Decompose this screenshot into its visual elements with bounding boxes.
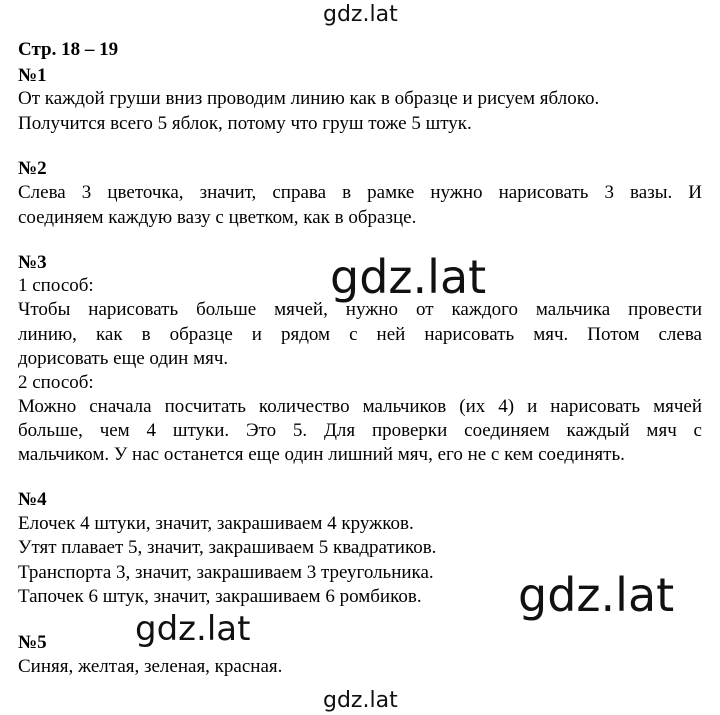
task-1-line-2: Получится всего 5 яблок, потому что груш тоже 5 штук.: [18, 113, 472, 134]
task-4-title: №4: [18, 489, 47, 510]
task-3-line-2: Чтобы нарисовать больше мячей, нужно от каждого мальчика провести: [18, 299, 702, 320]
task-3-title: №3: [18, 252, 47, 273]
task-1-line-1: От каждой груши вниз проводим линию как в образце и рисуем яблоко.: [18, 88, 600, 109]
task-3-method-1-label: 1 способ:: [18, 275, 94, 296]
task-3-line-3: линию, как в образце и рядом с ней нарисовать мяч. Потом слева: [18, 324, 702, 345]
task-5-line-1: Синяя, желтая, зеленая, красная.: [18, 656, 283, 677]
task-3-method-2-label: 2 способ:: [18, 372, 94, 393]
task-2-line-2: соединяем каждую вазу с цветком, как в образце.: [18, 207, 417, 228]
task-3-line-6: Можно сначала посчитать количество мальчиков (их 4) и нарисовать мячей: [18, 396, 702, 417]
task-3-line-4: дорисовать еще один мяч.: [18, 348, 229, 369]
task-3-line-7: больше, чем 4 штуки. Это 5. Для проверки соединяем каждый мяч с: [18, 420, 702, 441]
watermark-middle: gdz.lat: [330, 250, 487, 304]
task-5-title: №5: [18, 632, 47, 653]
page-range-heading: Стр. 18 – 19: [18, 39, 119, 60]
task-4-line-4: Тапочек 6 штук, значит, закрашиваем 6 ромбиков.: [18, 586, 422, 607]
watermark-right: gdz.lat: [518, 568, 675, 622]
task-4-line-1: Елочек 4 штуки, значит, закрашиваем 4 кружков.: [18, 513, 414, 534]
watermark-top: gdz.lat: [323, 2, 398, 27]
task-2-line-1: Слева 3 цветочка, значит, справа в рамке нужно нарисовать 3 вазы. И: [18, 182, 702, 203]
watermark-bottom: gdz.lat: [323, 688, 398, 713]
task-4-line-2: Утят плавает 5, значит, закрашиваем 5 квадратиков.: [18, 537, 437, 558]
task-1-title: №1: [18, 65, 47, 86]
task-3-line-8: мальчиком. У нас останется еще один лишний мяч, его не с кем соединять.: [18, 444, 625, 465]
watermark-left: gdz.lat: [135, 609, 251, 649]
task-2-title: №2: [18, 158, 47, 179]
task-4-line-3: Транспорта 3, значит, закрашиваем 3 треугольника.: [18, 562, 434, 583]
